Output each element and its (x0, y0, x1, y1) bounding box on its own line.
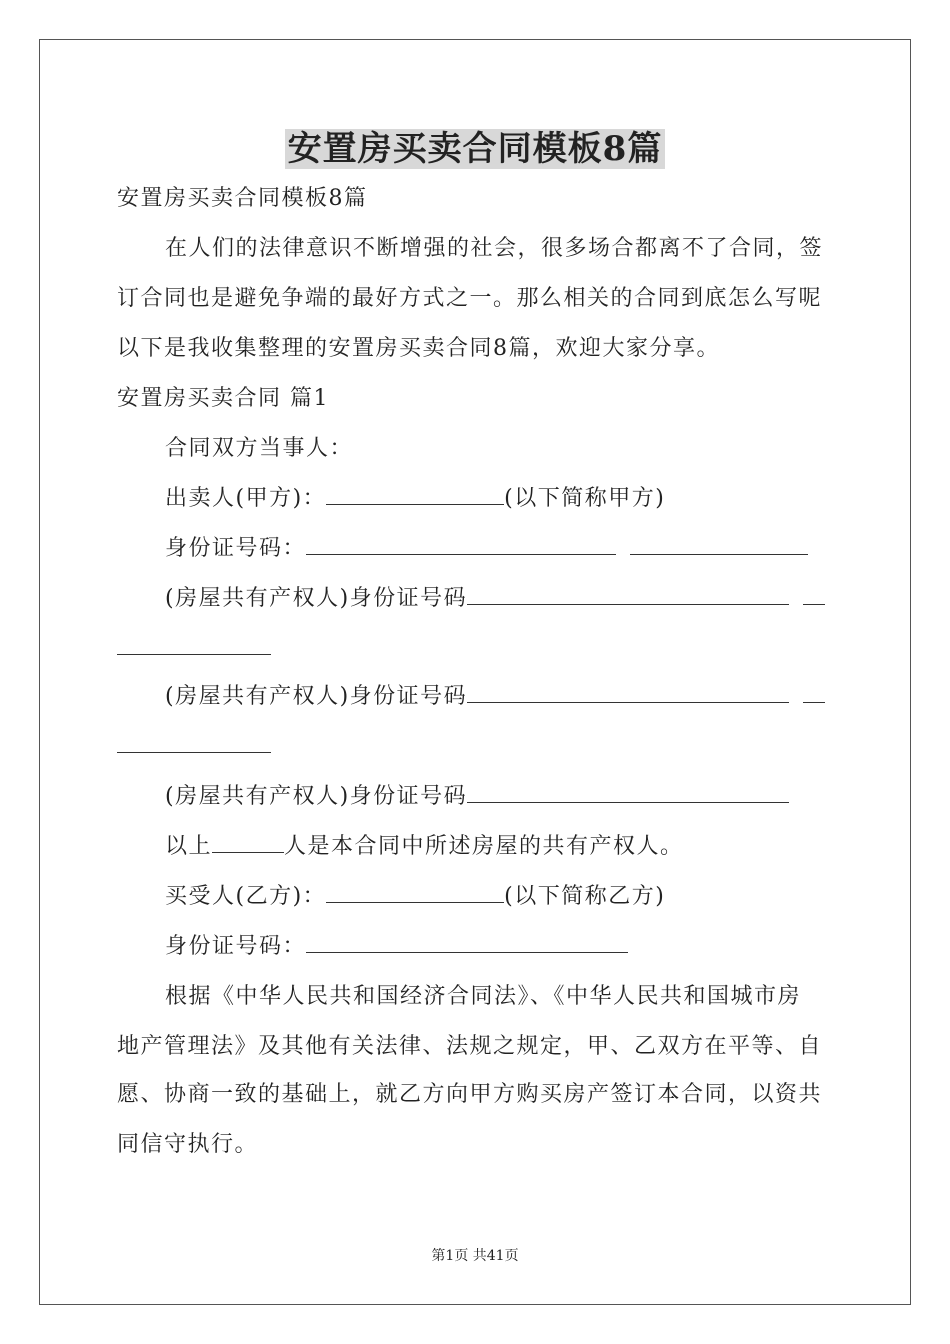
document-title (0, 124, 950, 174)
coowner-count-prefix: 以上 (165, 834, 213, 859)
buyer-id-label: 身份证号码： (165, 934, 307, 959)
document-title-text: 安置房买卖合同模板8篇 (285, 129, 666, 169)
intro-line-2: 订合同也是避免争端的最好方式之一。那么相关的合同到底怎么写呢 (117, 286, 823, 311)
seller-label: 出卖人(甲方)： (165, 486, 327, 511)
coowner-id-line-2 (165, 682, 825, 712)
buyer-blank (326, 882, 504, 903)
seller-id-label: 身份证号码： (165, 536, 307, 561)
basis-line-2: 地产管理法》及其他有关法律、法规之规定，甲、乙双方在平等、自 (117, 1034, 823, 1059)
buyer-line (165, 882, 665, 912)
coowner-id-label-2: (房屋共有产权人)身份证号码 (165, 684, 468, 709)
coowner-id-blank-1 (467, 584, 789, 605)
section-heading: 安置房买卖合同 篇1 (117, 386, 329, 411)
parties-label: 合同双方当事人： (165, 436, 354, 461)
buyer-suffix: (以下简称乙方) (504, 884, 666, 909)
coowner-id-line-3 (165, 782, 789, 812)
page-frame (39, 39, 911, 1305)
intro-line-3: 以下是我收集整理的安置房买卖合同8篇，欢迎大家分享。 (117, 336, 720, 361)
coowner-id-blank-1c (117, 634, 271, 655)
buyer-label: 买受人(乙方)： (165, 884, 327, 909)
intro-line-1: 在人们的法律意识不断增强的社会，很多场合都离不了合同，签 (165, 236, 824, 261)
basis-line-4: 同信守执行。 (117, 1132, 259, 1157)
page-footer: 第1页 共41页 (431, 1248, 519, 1264)
seller-suffix: (以下简称甲方) (504, 486, 666, 511)
basis-line-3: 愿、协商一致的基础上，就乙方向甲方购买房产签订本合同，以资共 (117, 1082, 823, 1107)
coowner-id-continuation-2 (117, 732, 271, 762)
basis-line-1: 根据《中华人民共和国经济合同法》、《中华人民共和国城市房 (165, 984, 802, 1009)
coowner-id-blank-2b (803, 682, 825, 703)
coowner-count-blank (212, 832, 284, 853)
coowner-count-suffix: 人是本合同中所述房屋的共有产权人。 (284, 834, 684, 859)
seller-blank (326, 484, 504, 505)
coowner-count-line (165, 832, 684, 862)
coowner-id-line-1 (165, 584, 825, 614)
coowner-id-blank-2c (117, 732, 271, 753)
seller-id-blank-2 (630, 534, 808, 555)
coowner-id-label-1: (房屋共有产权人)身份证号码 (165, 586, 468, 611)
coowner-id-label-3: (房屋共有产权人)身份证号码 (165, 784, 468, 809)
coowner-id-blank-2 (467, 682, 789, 703)
coowner-id-blank-3 (467, 782, 789, 803)
seller-id-blank (306, 534, 616, 555)
buyer-id-line (165, 932, 628, 962)
subtitle: 安置房买卖合同模板8篇 (117, 186, 368, 211)
seller-id-line (165, 534, 808, 564)
coowner-id-blank-1b (803, 584, 825, 605)
coowner-id-continuation-1 (117, 634, 271, 664)
seller-line (165, 484, 665, 514)
buyer-id-blank (306, 932, 628, 953)
